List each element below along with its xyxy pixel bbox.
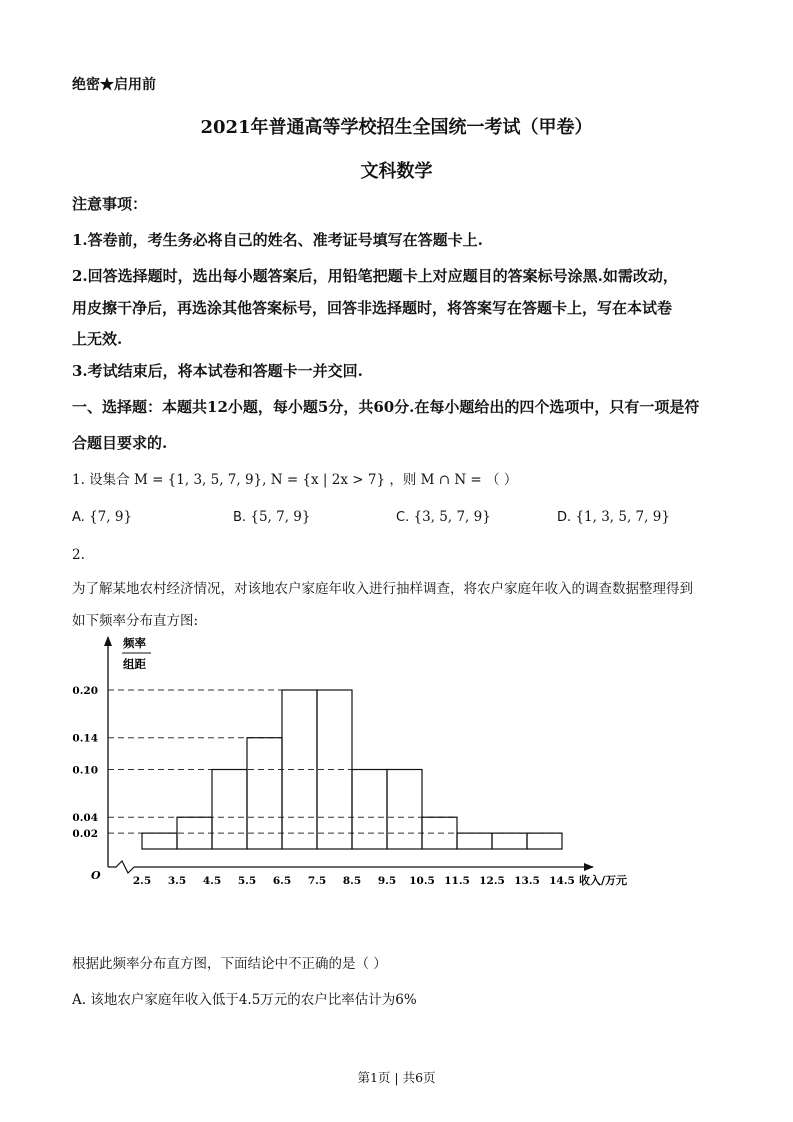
question-1-option-b bbox=[233, 509, 310, 525]
x-tick-label: 11.5 bbox=[444, 875, 470, 887]
x-tick-label: 9.5 bbox=[377, 875, 397, 887]
exam-subtitle: 文科数学 bbox=[360, 161, 433, 182]
notice-item-2-line-3: 上无效. bbox=[72, 330, 123, 348]
y-tick-label: 0.04 bbox=[72, 812, 98, 825]
question-2-intro-line-1: 为了解某地农村经济情况，对该地农户家庭年收入进行抽样调查，将农户家庭年收入的调查数据整理得到 bbox=[72, 581, 693, 597]
exam-title: 2021年普通高等学校招生全国统一考试（甲卷） bbox=[200, 117, 593, 138]
notice-item-3: 3.考试结束后，将本试卷和答题卡一并交回. bbox=[72, 362, 363, 380]
notice-item-2-line-2: 用皮擦干净后，再选涂其他答案标号，回答非选择题时，将答案写在答题卡上，写在本试卷 bbox=[72, 299, 673, 317]
option-letter: B. bbox=[233, 510, 247, 525]
option-text: {5, 7, 9} bbox=[250, 509, 311, 525]
histogram-bar bbox=[247, 738, 282, 849]
y-axis-label-top: 频率 bbox=[123, 636, 146, 650]
confidential-label: 绝密★启用前 bbox=[72, 77, 156, 93]
x-tick-label: 4.5 bbox=[202, 875, 222, 887]
histogram-bar bbox=[457, 833, 492, 849]
section-1-heading-line-2: 合题目要求的. bbox=[72, 434, 168, 452]
question-1-stem: 1. 设集合 M = {1, 3, 5, 7, 9}, N = {x | 2x > 7} ，则 M ∩ N = （ ） bbox=[72, 472, 518, 488]
question-2-option-a: A. 该地农户家庭年收入低于4.5万元的农户比率估计为6% bbox=[72, 992, 417, 1008]
notice-item-2-line-1: 2.回答选择题时，选出每小题答案后，用铅笔把题卡上对应题目的答案标号涂黑.如需改动， bbox=[72, 267, 678, 285]
y-tick-label: 0.10 bbox=[72, 764, 98, 777]
option-text: {3, 5, 7, 9} bbox=[413, 509, 491, 525]
x-tick-label: 10.5 bbox=[409, 875, 435, 887]
origin-label: O bbox=[91, 869, 101, 882]
question-2-prompt: 根据此频率分布直方图，下面结论中不正确的是（ ） bbox=[72, 956, 387, 972]
question-1-option-a bbox=[72, 509, 132, 525]
question-2-intro-line-2: 如下频率分布直方图: bbox=[72, 613, 199, 629]
question-2-number: 2. bbox=[72, 547, 85, 563]
x-tick-label: 12.5 bbox=[479, 875, 505, 887]
option-text: {1, 3, 5, 7, 9} bbox=[575, 509, 670, 525]
notice-item-1: 1.答卷前，考生务必将自己的姓名、准考证号填写在答题卡上. bbox=[72, 231, 483, 249]
axis-break bbox=[108, 861, 134, 873]
question-1-option-d bbox=[557, 509, 670, 525]
x-tick-label: 8.5 bbox=[342, 875, 362, 887]
frequency-histogram bbox=[0, 630, 793, 900]
x-tick-label: 2.5 bbox=[132, 875, 152, 887]
x-tick-label: 5.5 bbox=[237, 875, 257, 887]
histogram-bar bbox=[142, 833, 177, 849]
y-tick-label: 0.20 bbox=[72, 685, 98, 697]
x-axis-label: 收入/万元 bbox=[579, 874, 628, 887]
histogram-bar bbox=[492, 833, 527, 849]
notice-heading: 注意事项： bbox=[72, 195, 148, 213]
option-letter: D. bbox=[557, 510, 572, 525]
option-text: {7, 9} bbox=[89, 509, 133, 525]
section-1-heading-line-1: 一、选择题：本题共12小题，每小题5分，共60分.在每小题给出的四个选项中，只有一项是符 bbox=[72, 398, 700, 416]
x-tick-label: 3.5 bbox=[167, 875, 187, 887]
histogram-bar bbox=[387, 770, 422, 850]
histogram-bar bbox=[527, 833, 562, 849]
x-tick-label: 13.5 bbox=[514, 875, 540, 887]
page-footer: 第1页 | 共6页 bbox=[357, 1070, 436, 1085]
x-tick-label: 6.5 bbox=[272, 875, 292, 887]
option-letter: C. bbox=[396, 510, 410, 525]
question-1-option-c bbox=[396, 509, 491, 525]
histogram-bar bbox=[212, 770, 247, 850]
histogram-bar bbox=[352, 770, 387, 850]
y-tick-label: 0.14 bbox=[72, 732, 98, 745]
y-axis-label-bottom: 组距 bbox=[123, 657, 146, 671]
option-letter: A. bbox=[72, 510, 85, 525]
x-tick-label: 14.5 bbox=[549, 875, 575, 887]
x-tick-label: 7.5 bbox=[307, 875, 327, 887]
y-tick-label: 0.02 bbox=[72, 828, 98, 841]
